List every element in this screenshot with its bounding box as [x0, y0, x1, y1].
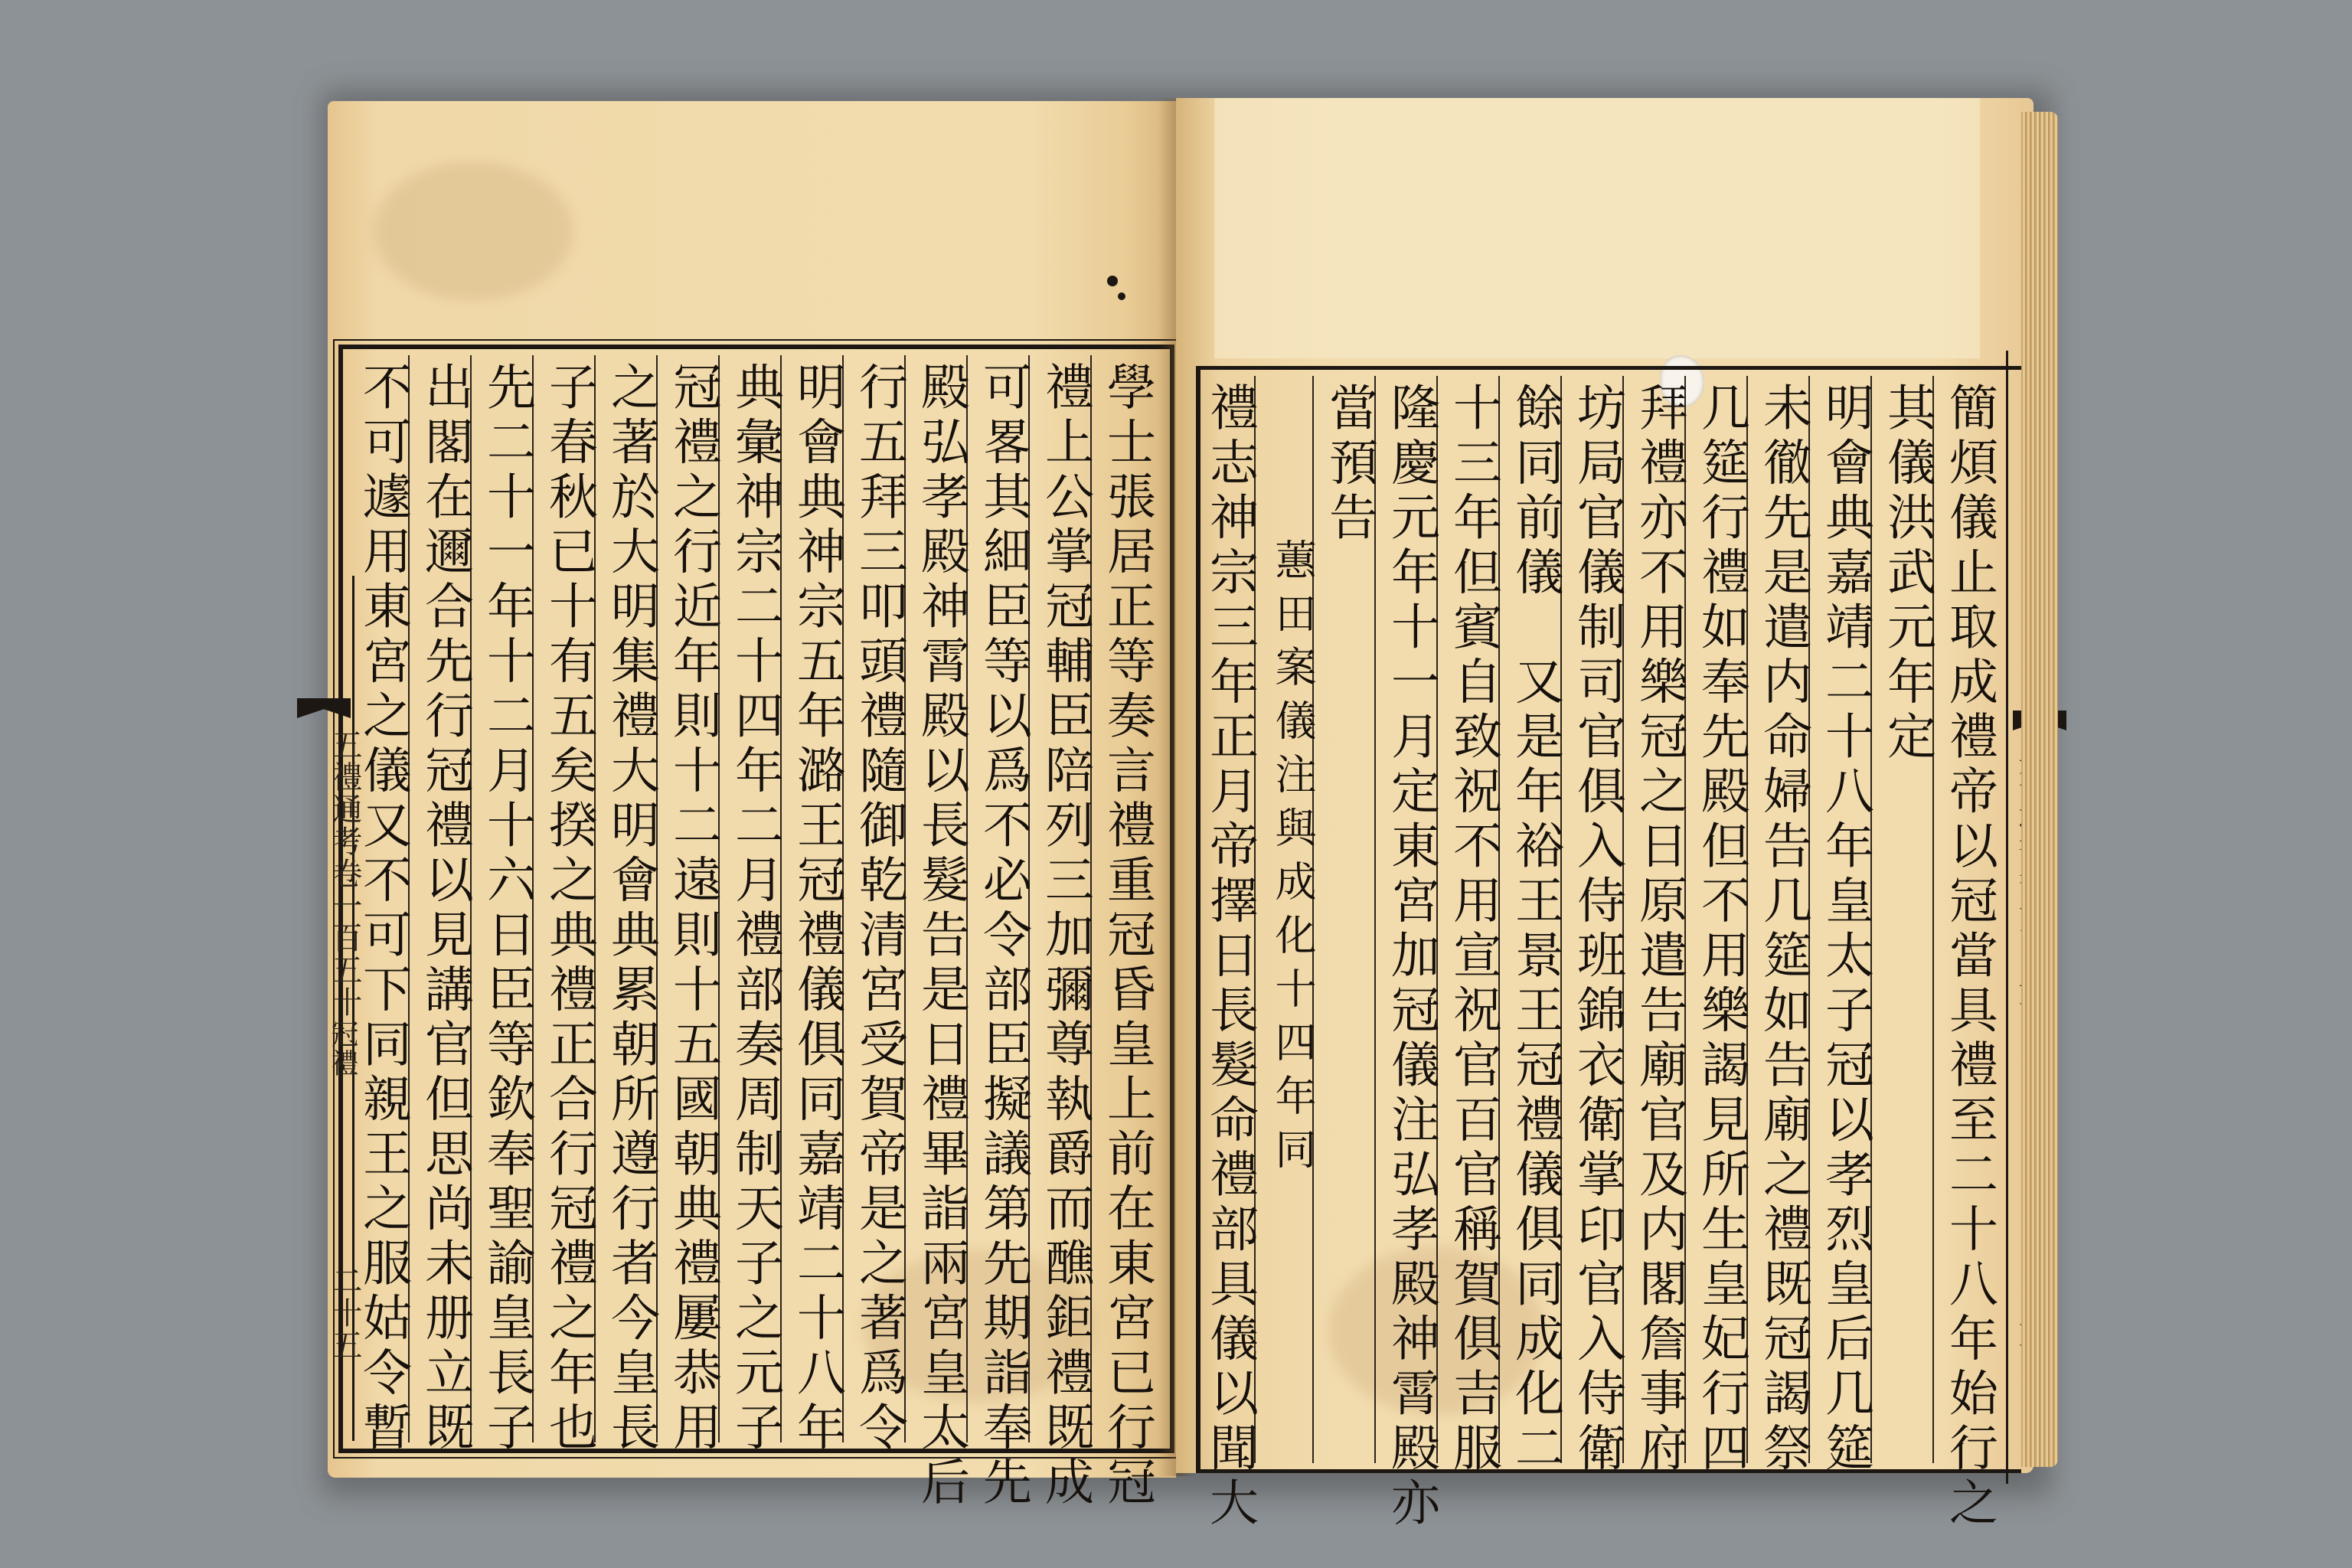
- text-column: 殿弘孝殿神霄殿以長髮告是日禮畢詣兩宮皇太后: [913, 361, 969, 1511]
- text-column: 子春秋已十有五矣揆之典禮正合行冠禮之年也: [541, 361, 597, 1456]
- text-column: 明會典神宗五年潞王冠禮儀俱同嘉靖二十八年: [789, 361, 845, 1456]
- text-column: 行五拜三叩頭禮隨御乾清宮受賀帝是之著爲令: [851, 361, 907, 1456]
- text-column: 禮志神宗三年正月帝擇日長髮命禮部具儀以聞大: [1201, 382, 1258, 1532]
- right-text-frame: [1196, 366, 2021, 1532]
- text-column: 未徹先是遣内命婦告几筵如告廟之禮既冠謁祭: [1755, 382, 1811, 1477]
- left-fold-edge: [327, 576, 362, 1441]
- text-column: 明會典嘉靖二十八年皇太子冠以孝烈皇后几筵: [1817, 382, 1873, 1477]
- paper-stain: [374, 162, 573, 300]
- text-column: 隆慶元年十一月定東宮加冠儀注弘孝殿神霄殿亦: [1383, 382, 1439, 1532]
- fold-title: 五禮通考卷一百五十: [327, 729, 362, 1018]
- fold-page-number: 二十五: [327, 1265, 362, 1361]
- left-text-frame: [338, 345, 1174, 1511]
- text-column: 十三年但賓自致祝不用宣祝官百官稱賀俱吉服: [1445, 382, 1501, 1477]
- text-column: 冠禮之行近年則十二遠則十五國朝典禮屢恭用: [665, 361, 721, 1456]
- right-page: [1176, 98, 2034, 1532]
- text-column: 拜禮亦不用樂冠之日原遣告廟官及内閣詹事府: [1631, 382, 1687, 1477]
- text-column: 餘同前儀 又是年裕王景王冠禮儀俱同成化二: [1507, 382, 1563, 1477]
- text-column: 典彙神宗二十四年二月禮部奏周制天子之元子: [727, 361, 783, 1456]
- ink-blot: [1118, 292, 1125, 300]
- commentary-column: 蕙田案儀注與成化十四年同: [1269, 538, 1317, 1181]
- text-column: 坊局官儀制司官俱入侍班錦衣衛掌印官入侍衛: [1569, 382, 1625, 1477]
- ink-blot: [1107, 276, 1118, 286]
- text-column: 當預告: [1321, 382, 1377, 547]
- left-page: [327, 101, 1176, 1511]
- text-column: 之著於大明集禮大明會典累朝所遵行者今皇長: [603, 361, 659, 1456]
- text-column: 可畧其細臣等以爲不必令部臣擬議第先期詣奉先: [975, 361, 1031, 1511]
- paper-faded-area: [1214, 98, 1980, 358]
- text-column: 几筵行禮如奉先殿但不用樂謁見所生皇妃行四: [1693, 382, 1749, 1477]
- text-column: 其儀洪武元年定: [1879, 382, 1936, 766]
- text-column: 先二十一年十二月十六日臣等欽奉聖諭皇長子: [479, 361, 535, 1456]
- text-column: 學士張居正等奏言禮重冠昏皇上前在東宮已行冠: [1099, 361, 1155, 1511]
- fold-section: 冠禮: [327, 1020, 358, 1078]
- text-column: 簡煩儀止取成禮帝以冠當具禮至二十八年始行之: [1941, 382, 1998, 1532]
- text-column: 不可遽用東宮之儀又不可下同親王之服姑令暫: [354, 361, 411, 1456]
- page-edges: [2021, 112, 2058, 1467]
- text-column: 出閣在邇合先行冠禮以見講官但思尚未册立既: [416, 361, 473, 1456]
- text-column: 禮上公掌冠輔臣陪列三加彌尊執爵而醮鉅禮既成: [1037, 361, 1093, 1511]
